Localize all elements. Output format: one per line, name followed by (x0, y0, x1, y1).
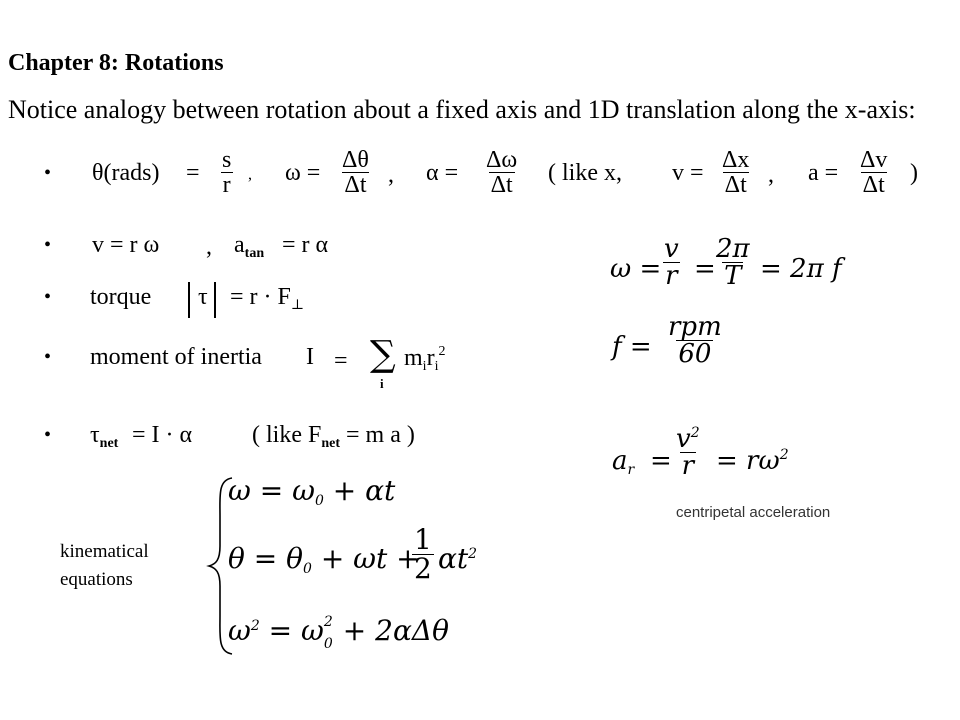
equals-I-alpha: = I · α (132, 422, 193, 448)
two-pi-f: = 2π f (760, 254, 842, 284)
v-symbol: v (676, 424, 691, 454)
page-title: Chapter 8: Rotations (8, 50, 224, 76)
numerator: v (664, 234, 679, 264)
kinematics-label (60, 538, 149, 594)
numerator: Δv (860, 147, 888, 173)
bullet: • (44, 346, 52, 368)
alpha-t-squared (438, 542, 477, 575)
frac-domega-dt (484, 148, 519, 197)
row-linear-speed (0, 232, 560, 266)
denominator: Δt (490, 172, 513, 198)
comma: , (206, 234, 212, 260)
square-exponent: 2 (468, 546, 478, 562)
sum-index: i (380, 376, 384, 391)
like-F-net (252, 422, 415, 452)
numerator: s (222, 147, 232, 173)
kinematics-label-line1: kinematical (60, 541, 149, 562)
sum-symbol: ∑ (370, 334, 396, 375)
f-lhs: f = (612, 332, 652, 362)
numerator: 1 (414, 523, 432, 556)
kinematics-eq3 (228, 614, 449, 652)
denominator: Δt (724, 172, 747, 198)
numerator: 2π (716, 234, 750, 264)
zero-subscript: 0 (314, 493, 324, 509)
r-omega: = rω (716, 446, 780, 476)
frac-one-half (412, 523, 434, 585)
inertia-label: moment of inertia (90, 344, 262, 370)
abs-bar-left (188, 282, 190, 318)
r-subscript: r (627, 462, 635, 478)
frac-dv-dt (858, 148, 889, 197)
a-lhs: a = (808, 160, 839, 186)
frac-s-over-r (220, 148, 233, 197)
square-exponent: 2 (779, 447, 789, 463)
a-symbol: a (234, 232, 245, 258)
equals: = (186, 160, 200, 186)
square-exponent: 2 (323, 614, 333, 630)
bullet: • (44, 162, 52, 184)
mass-symbol: m (404, 345, 423, 371)
denominator: r (222, 172, 231, 198)
frac-dtheta-dt (340, 148, 371, 197)
net-subscript: net (99, 436, 119, 451)
omega-symbol: ω (228, 614, 251, 647)
v-lhs: v = (672, 160, 704, 186)
v-equals-r-omega: v = r ω (92, 232, 160, 258)
omega-lhs: ω = (285, 160, 321, 186)
row-moment-of-inertia (0, 336, 560, 396)
I-symbol: I (306, 344, 314, 370)
theta-lhs: θ(rads) (92, 160, 160, 186)
frac-dx-dt (720, 148, 751, 197)
torque-label: torque (90, 284, 152, 310)
centripetal-equation (612, 426, 812, 496)
zero-subscript: 0 (323, 636, 333, 652)
frac-rpm-over-60 (666, 314, 724, 367)
eq1-rhs: + αt (332, 474, 396, 507)
frac-2pi-over-T (714, 236, 752, 289)
frequency-rpm-equation (612, 314, 752, 384)
square-exponent: 2 (250, 618, 260, 634)
row-definitions (0, 148, 960, 218)
tan-subscript: tan (244, 246, 265, 261)
like-x: ( like x, (548, 160, 622, 186)
equals: = (334, 348, 348, 374)
tau-net (90, 422, 118, 452)
zero-subscript: 0 (302, 561, 312, 577)
comma: , (768, 162, 774, 188)
net-subscript: net (321, 436, 340, 451)
abs-bar-right (214, 282, 216, 318)
like-text: ( like F (252, 422, 322, 448)
eq1-lhs: ω = ω (228, 474, 315, 507)
centripetal-caption: centripetal acceleration (676, 504, 831, 521)
page-subtitle: Notice analogy between rotation about a fixed axis and 1D translation along the x-axis: (8, 95, 916, 124)
numerator (674, 426, 702, 452)
eq3-rhs: + 2αΔθ (342, 614, 449, 647)
equals: = (694, 254, 716, 284)
denominator: Δt (344, 172, 367, 198)
sum-term (404, 344, 445, 375)
torque-equation (230, 284, 304, 314)
r-omega-squared (716, 446, 789, 476)
numerator: rpm (668, 312, 722, 342)
omega-lhs: ω = (610, 254, 662, 284)
radius-index: i (434, 359, 439, 374)
angular-frequency-equation (610, 236, 860, 306)
square-exponent: 2 (438, 344, 446, 359)
bullet: • (44, 424, 52, 446)
comma: , (388, 162, 394, 188)
numerator: Δx (722, 147, 750, 173)
row-net-torque (0, 422, 560, 456)
bullet: • (44, 286, 52, 308)
a-r-lhs (612, 446, 634, 478)
a-tan (234, 232, 264, 262)
numerator: Δω (486, 147, 518, 173)
radius-symbol: r (426, 345, 435, 371)
denominator: 60 (678, 339, 712, 369)
frac-v2-over-r (674, 426, 702, 479)
frac-v-over-r (662, 236, 681, 289)
square-exponent: 2 (690, 425, 700, 441)
kinematics-eq2 (228, 542, 420, 577)
denominator: Δt (862, 172, 885, 198)
tau-symbol: τ (90, 422, 100, 448)
mass-index: i (422, 359, 427, 374)
kinematics-equations (228, 474, 508, 664)
torque-rhs: = r · F (230, 284, 291, 310)
tau-symbol: τ (198, 284, 208, 310)
close-paren: ) (910, 160, 918, 186)
denominator: r (665, 261, 678, 291)
alpha-t: αt (438, 542, 469, 575)
comma: , (248, 166, 252, 183)
equals: = (650, 446, 672, 476)
denominator: 2 (414, 552, 432, 585)
numerator: Δθ (342, 147, 369, 173)
alpha-lhs: α = (426, 160, 459, 186)
perp-subscript: ⊥ (290, 298, 305, 313)
eq2-mid: + ωt + (320, 542, 420, 575)
like-rest: = m a ) (346, 422, 415, 448)
eq2-lhs: θ = θ (228, 542, 303, 575)
eq3-equals-omega: = ω (268, 614, 324, 647)
row-torque (0, 282, 560, 322)
kinematics-eq1 (228, 474, 395, 509)
bullet: • (44, 234, 52, 256)
denominator: r (681, 451, 695, 481)
denominator: T (724, 261, 742, 291)
a-symbol: a (612, 446, 628, 476)
equals-r-alpha: = r α (282, 232, 329, 258)
kinematics-label-line2: equations (60, 569, 133, 590)
